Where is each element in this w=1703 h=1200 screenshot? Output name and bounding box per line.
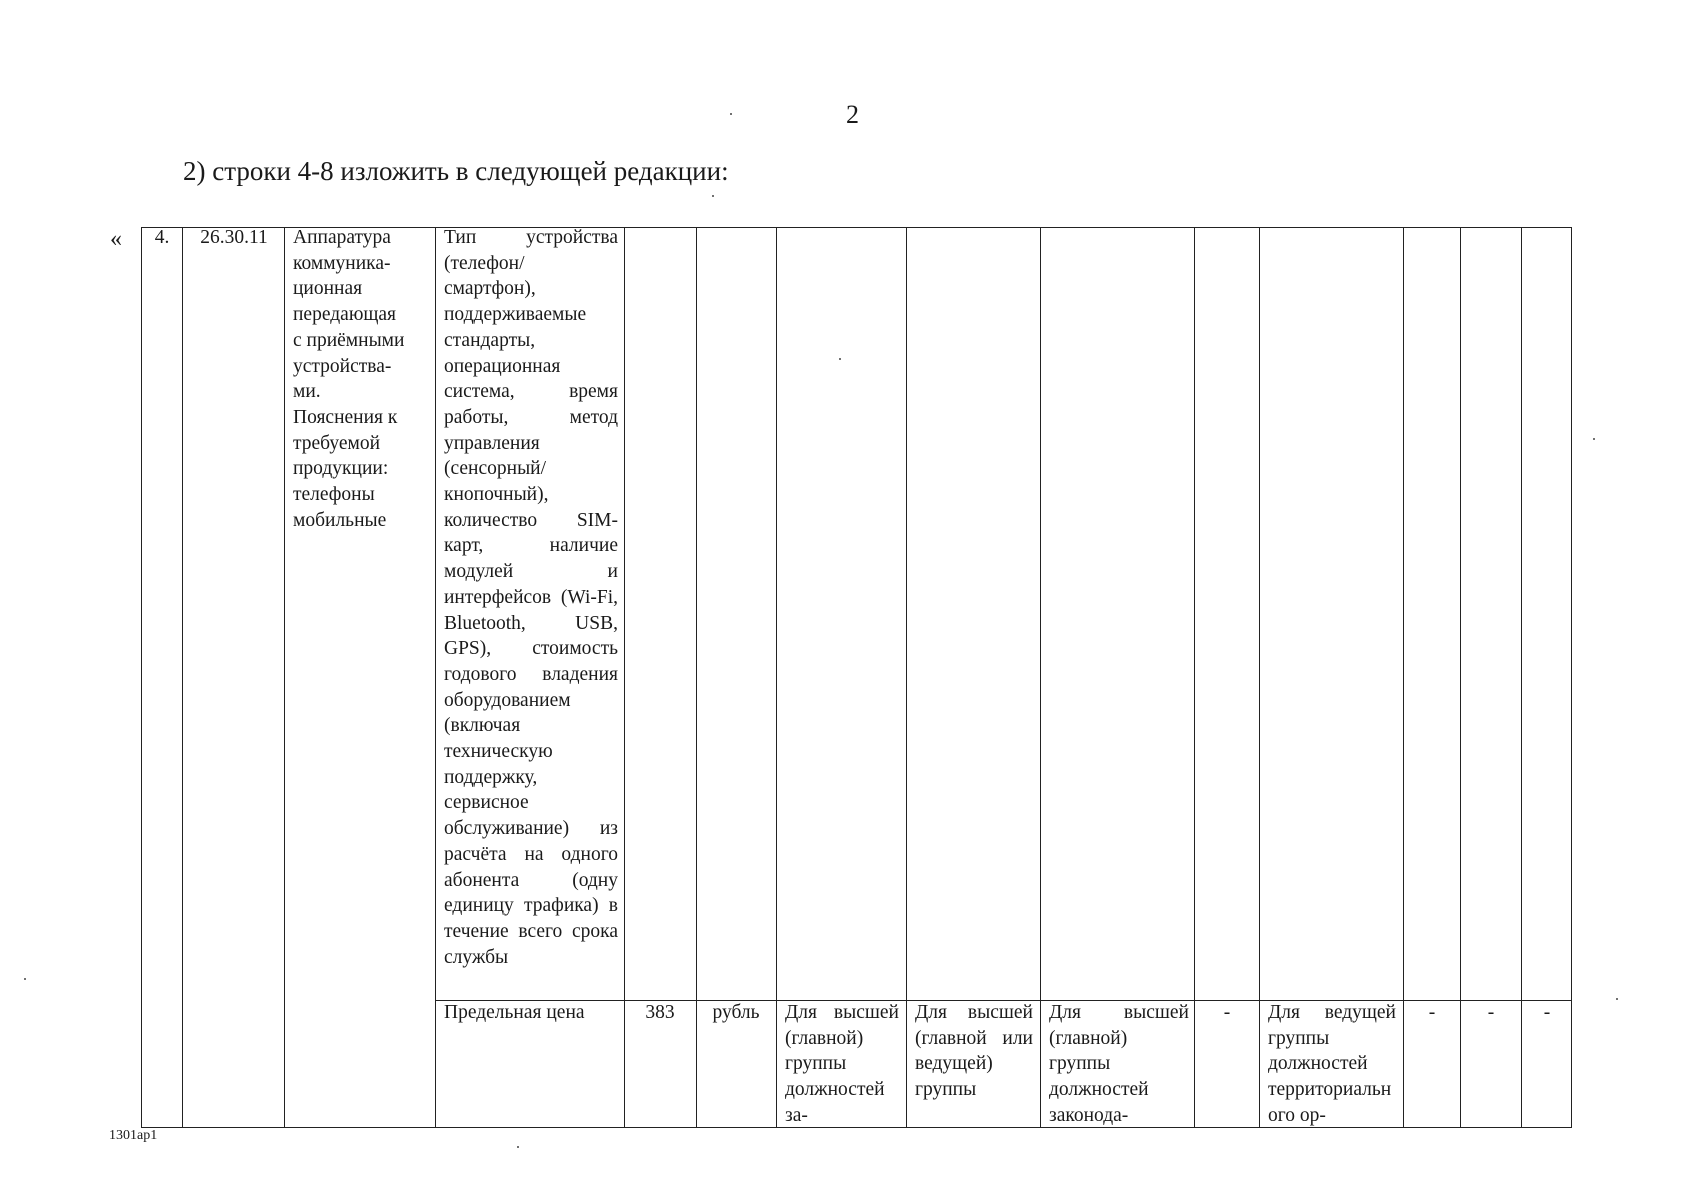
table-vline (906, 228, 907, 1127)
table-vline (284, 228, 285, 1127)
document-code: 1301ap1 (109, 1128, 158, 1143)
product-name-line: ми. (293, 381, 321, 403)
product-name-line: коммуника- (293, 252, 391, 274)
table-vline (776, 228, 777, 1127)
okei-code: 383 (645, 1002, 675, 1023)
scan-speck (712, 195, 714, 197)
product-name-line: продукции: (293, 458, 389, 480)
table-vline (1403, 228, 1404, 1127)
scan-speck (730, 113, 732, 115)
group-column-5: Для ведущей группы должностей территориального ор- (1268, 1002, 1396, 1126)
table-vline (435, 228, 436, 1127)
product-name-line: с приёмными (293, 329, 405, 351)
characteristic-text: Тип устройства (телефон/ смартфон), поддерживаемые стандарты, операционная система, время работы, метод управления (сенсорный/ кнопочный), количество SIM-карт, наличие модулей и интерфейсов (Wi-Fi, Bluetooth, USB, GPS), стоимость годового владения оборудованием (включая техническую поддержку, сервисное обслуживание) из расчёта на одного абонента (одну единицу трафика) в течение всего срока службы (444, 227, 618, 968)
table-vline (624, 228, 625, 1127)
product-name-line: мобильные (293, 509, 387, 531)
product-name-line: требуемой (293, 432, 381, 454)
document-heading: 2) строки 4-8 изложить в следующей редакции: (183, 156, 729, 186)
dash-cell: - (1543, 1002, 1551, 1023)
product-name-line: Аппаратура (293, 227, 391, 248)
table-vline (182, 228, 183, 1127)
group-column-3: Для высшей (главной) группы должностей законода- (1049, 1002, 1189, 1126)
scan-speck (1616, 998, 1618, 1000)
product-name-line: передающая (293, 304, 397, 326)
product-name-line: устройства- (293, 355, 392, 377)
dash-cell: - (1223, 1002, 1231, 1023)
page-number: 2 (846, 100, 859, 129)
requirements-table (141, 227, 1572, 1128)
table-vline (1460, 228, 1461, 1127)
table-vline (1194, 228, 1195, 1127)
scan-speck (839, 358, 841, 360)
unit-name: рубль (712, 1002, 760, 1023)
scan-speck (517, 1146, 519, 1148)
product-name-line: Пояснения к (293, 406, 398, 428)
product-name (293, 225, 429, 533)
opening-quote: « (110, 226, 122, 252)
row-number: 4. (154, 227, 170, 248)
table-vline (1040, 228, 1041, 1127)
dash-cell: - (1428, 1002, 1436, 1023)
price-label: Предельная цена (444, 1002, 585, 1023)
product-name-line: ционная (293, 278, 363, 300)
table-vline (1521, 228, 1522, 1127)
table-vline (1259, 228, 1260, 1127)
scan-speck (1593, 438, 1595, 440)
scan-speck (24, 978, 26, 980)
group-column-2: Для высшей (главной или ведущей) группы (915, 1002, 1033, 1101)
dash-cell: - (1487, 1002, 1495, 1023)
product-name-line: телефоны (293, 484, 375, 506)
group-column-1: Для высшей (главной) группы должностей за- (785, 1002, 899, 1126)
okpd-code: 26.30.11 (200, 227, 268, 248)
table-vline (696, 228, 697, 1127)
